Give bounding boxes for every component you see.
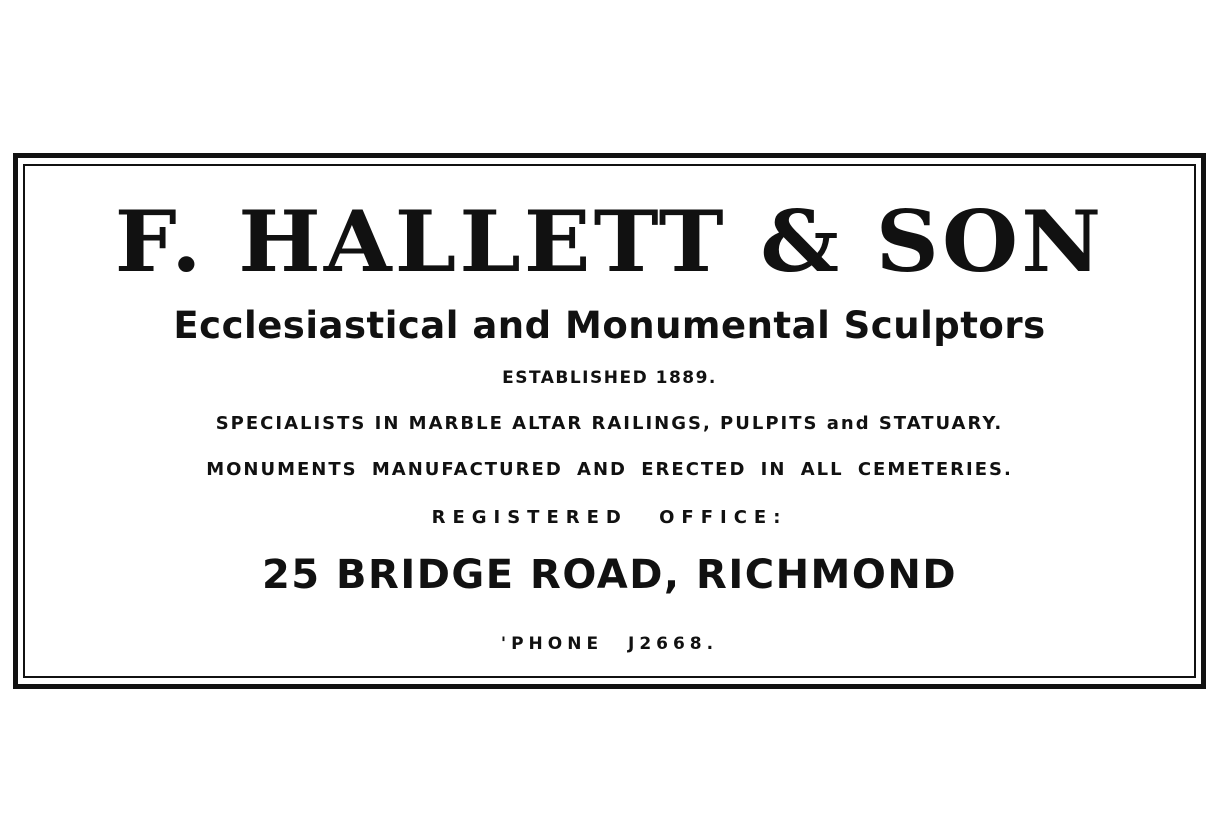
established-line: ESTABLISHED 1889. [502,368,717,388]
phone-line: 'PHONE J2668. [500,634,719,654]
firm-name-heading: F. HALLETT & SON [114,192,1105,291]
address-line: 25 BRIDGE ROAD, RICHMOND [261,552,958,598]
advertisement [23,164,1196,678]
monuments-line: MONUMENTS MANUFACTURED AND ERECTED IN ALL CEMETERIES. [206,459,1013,480]
registered-office-label: REGISTERED OFFICE: [431,507,788,528]
specialists-line: SPECIALISTS IN MARBLE ALTAR RAILINGS, PULPITS and STATUARY. [215,413,1004,434]
trade-subheading: Ecclesiastical and Monumental Sculptors [173,304,1046,347]
